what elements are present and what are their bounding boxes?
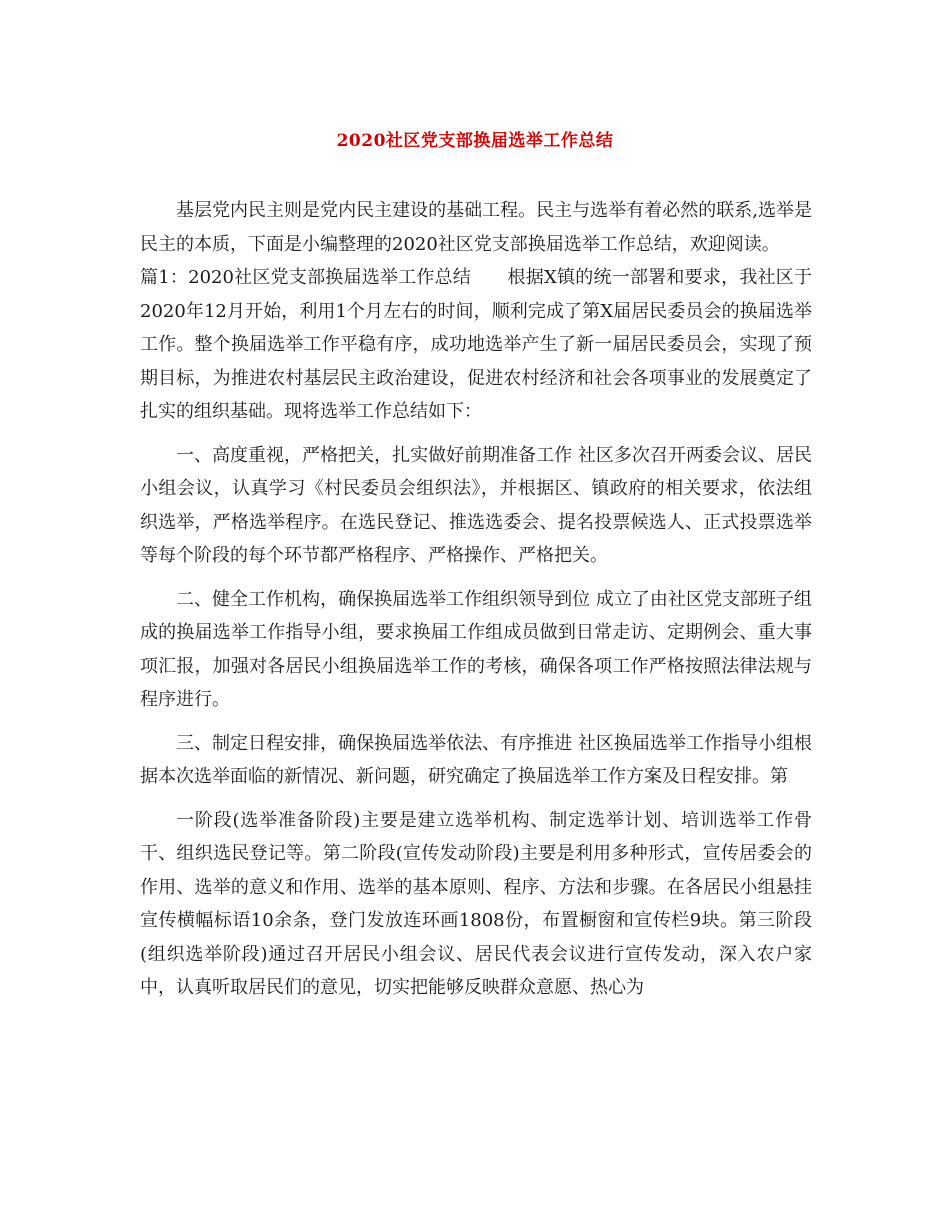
document-body bbox=[140, 194, 812, 1015]
intro-paragraph: 基层党内民主则是党内民主建设的基础工程。民主与选举有着必然的联系,选举是民主的本质，下面是小编整理的2020社区党支部换届选举工作总结，欢迎阅读。 bbox=[140, 200, 812, 255]
section-paragraph-4: 三、制定日程安排，确保换届选举依法、有序推进 社区换届选举工作指导小组根据本次选举面临的新情况、新问题，研究确定了换届选举工作方案及日程安排。第 bbox=[140, 732, 812, 787]
section-paragraph-3: 二、健全工作机构，确保换届选举工作组织领导到位 成立了由社区党支部班子组成的换届选举工作指导小组，要求换届工作组成员做到日常走访、定期例会、重大事项汇报，加强对各居民小组换届选举工作的考核，确保各项工作严格按照法律法规与程序进行。 bbox=[140, 588, 812, 710]
section-paragraph-2: 一、高度重视，严格把关，扎实做好前期准备工作 社区多次召开两委会议、居民小组会议，认真学习《村民委员会组织法》，并根据区、镇政府的相关要求，依法组织选举，严格选举程序。在选民登记、推选选委会、提名投票候选人、正式投票选举等每个阶段的每个环节都严格程序、严格操作、严格把关。 bbox=[140, 444, 812, 566]
section-paragraph-5: 一阶段(选举准备阶段)主要是建立选举机构、制定选举计划、培训选举工作骨干、组织选民登记等。第二阶段(宣传发动阶段)主要是利用多种形式，宣传居委会的作用、选举的意义和作用、选举的基本原则、程序、方法和步骤。在各居民小组悬挂宣传横幅标语10余条，登门发放连环画1808份，布置橱窗和宣传栏9块。第三阶段(组织选举阶段)通过召开居民小组会议、居民代表会议进行宣传发动，深入农户家中，认真听取居民们的意见，切实把能够反映群众意愿、热心为 bbox=[140, 809, 812, 998]
document-title: 2020社区党支部换届选举工作总结 bbox=[336, 131, 614, 151]
section-paragraph-1: 篇1：2020社区党支部换届选举工作总结 根据X镇的统一部署和要求，我社区于2020年12月开始，利用1个月左右的时间，顺利完成了第X届居民委员会的换届选举工作。整个换届选举工作平稳有序，成功地选举产生了新一届居民委员会，实现了预期目标，为推进农村基层民主政治建设，促进农村经济和社会各项事业的发展奠定了扎实的组织基础。现将选举工作总结如下： bbox=[140, 267, 812, 422]
